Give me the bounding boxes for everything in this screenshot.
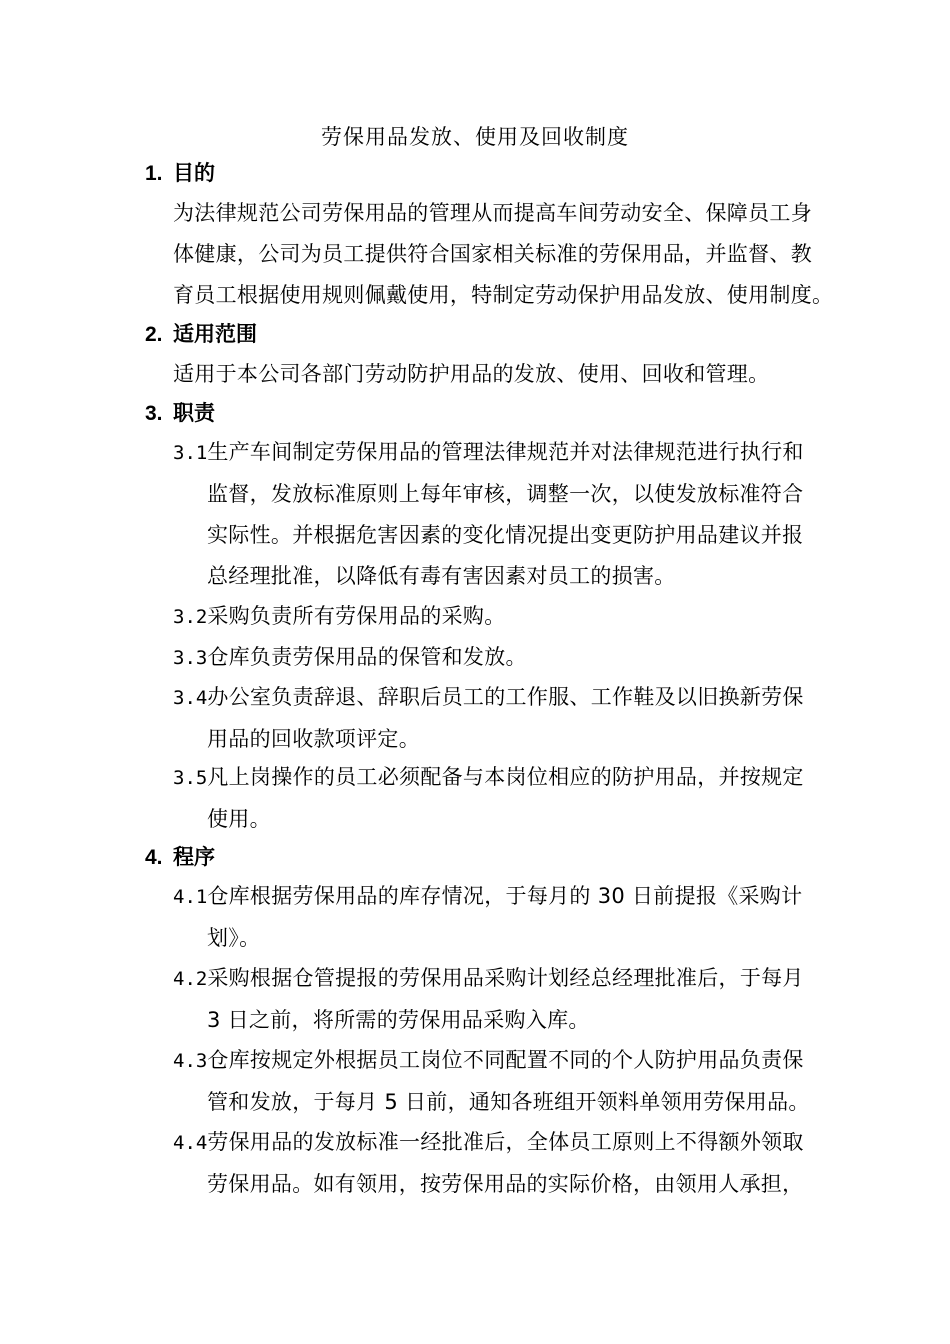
body-line: 育员工根据使用规则佩戴使用，特制定劳动保护用品发放、使用制度。 bbox=[173, 283, 834, 307]
clause-continuation: 实际性。并根据危害因素的变化情况提出变更防护用品建议并报 bbox=[207, 523, 804, 547]
section-body-scope bbox=[173, 354, 863, 395]
clause-continuation: 使用。 bbox=[207, 807, 271, 831]
clause-text: 仓库负责劳保用品的保管和发放。 bbox=[207, 645, 527, 669]
section-title: 职责 bbox=[173, 401, 215, 425]
body-line: 为法律规范公司劳保用品的管理从而提高车间劳动安全、保障员工身 bbox=[173, 201, 812, 225]
section-body-purpose bbox=[173, 193, 863, 316]
clause-number: 3.1 bbox=[173, 442, 208, 464]
clause-continuation: 用品的回收款项评定。 bbox=[207, 727, 420, 751]
section-number: 4. bbox=[145, 846, 163, 869]
clause-continuation: 划》。 bbox=[207, 926, 261, 950]
clause-number: 4.1 bbox=[173, 886, 208, 908]
clause-continuation: 3 日之前，将所需的劳保用品采购入库。 bbox=[207, 1008, 590, 1032]
clause-3-2 bbox=[173, 596, 853, 638]
section-heading-responsibilities bbox=[145, 398, 215, 429]
clause-4-1 bbox=[173, 876, 853, 959]
clause-continuation: 总经理批准，以降低有毒有害因素对员工的损害。 bbox=[207, 564, 676, 588]
clause-text: 采购负责所有劳保用品的采购。 bbox=[207, 604, 506, 628]
clause-text: 劳保用品的发放标准一经批准后，全体员工原则上不得额外领取 bbox=[207, 1130, 804, 1154]
body-line: 适用于本公司各部门劳动防护用品的发放、使用、回收和管理。 bbox=[173, 362, 770, 386]
clause-text: 仓库按规定外根据员工岗位不同配置不同的个人防护用品负责保 bbox=[207, 1048, 804, 1072]
clause-3-4 bbox=[173, 677, 853, 760]
body-line: 体健康，公司为员工提供符合国家相关标准的劳保用品，并监督、教 bbox=[173, 242, 812, 266]
clause-3-3 bbox=[173, 637, 853, 679]
clause-text: 生产车间制定劳保用品的管理法律规范并对法律规范进行执行和 bbox=[207, 440, 804, 464]
clause-number: 3.4 bbox=[173, 687, 208, 709]
section-title: 目的 bbox=[173, 161, 215, 185]
clause-text: 采购根据仓管提报的劳保用品采购计划经总经理批准后，于每月 bbox=[207, 966, 804, 990]
section-title: 程序 bbox=[173, 845, 215, 869]
clause-4-4 bbox=[173, 1122, 853, 1205]
clause-4-2 bbox=[173, 958, 853, 1041]
clause-number: 3.2 bbox=[173, 606, 208, 628]
clause-3-5 bbox=[173, 757, 853, 840]
section-number: 1. bbox=[145, 162, 163, 185]
clause-number: 3.3 bbox=[173, 647, 208, 669]
section-number: 3. bbox=[145, 402, 163, 425]
section-number: 2. bbox=[145, 323, 163, 346]
section-title: 适用范围 bbox=[173, 322, 257, 346]
clause-number: 4.2 bbox=[173, 968, 208, 990]
clause-text: 办公室负责辞退、辞职后员工的工作服、工作鞋及以旧换新劳保 bbox=[207, 685, 804, 709]
section-heading-procedure bbox=[145, 842, 215, 873]
clause-number: 3.5 bbox=[173, 767, 208, 789]
clause-continuation: 劳保用品。如有领用，按劳保用品的实际价格，由领用人承担， bbox=[207, 1172, 804, 1196]
clause-3-1 bbox=[173, 432, 853, 597]
clause-4-3 bbox=[173, 1040, 853, 1123]
section-heading-purpose bbox=[145, 158, 215, 189]
document-title: 劳保用品发放、使用及回收制度 bbox=[321, 125, 629, 149]
section-heading-scope bbox=[145, 319, 257, 350]
clause-text: 仓库根据劳保用品的库存情况，于每月的 30 日前提报《采购计 bbox=[207, 884, 803, 908]
clause-number: 4.4 bbox=[173, 1132, 208, 1154]
clause-number: 4.3 bbox=[173, 1050, 208, 1072]
clause-continuation: 管和发放，于每月 5 日前，通知各班组开领料单领用劳保用品。 bbox=[207, 1090, 810, 1114]
clause-text: 凡上岗操作的员工必须配备与本岗位相应的防护用品，并按规定 bbox=[207, 765, 804, 789]
clause-continuation: 监督，发放标准原则上每年审核，调整一次，以使发放标准符合 bbox=[207, 482, 804, 506]
